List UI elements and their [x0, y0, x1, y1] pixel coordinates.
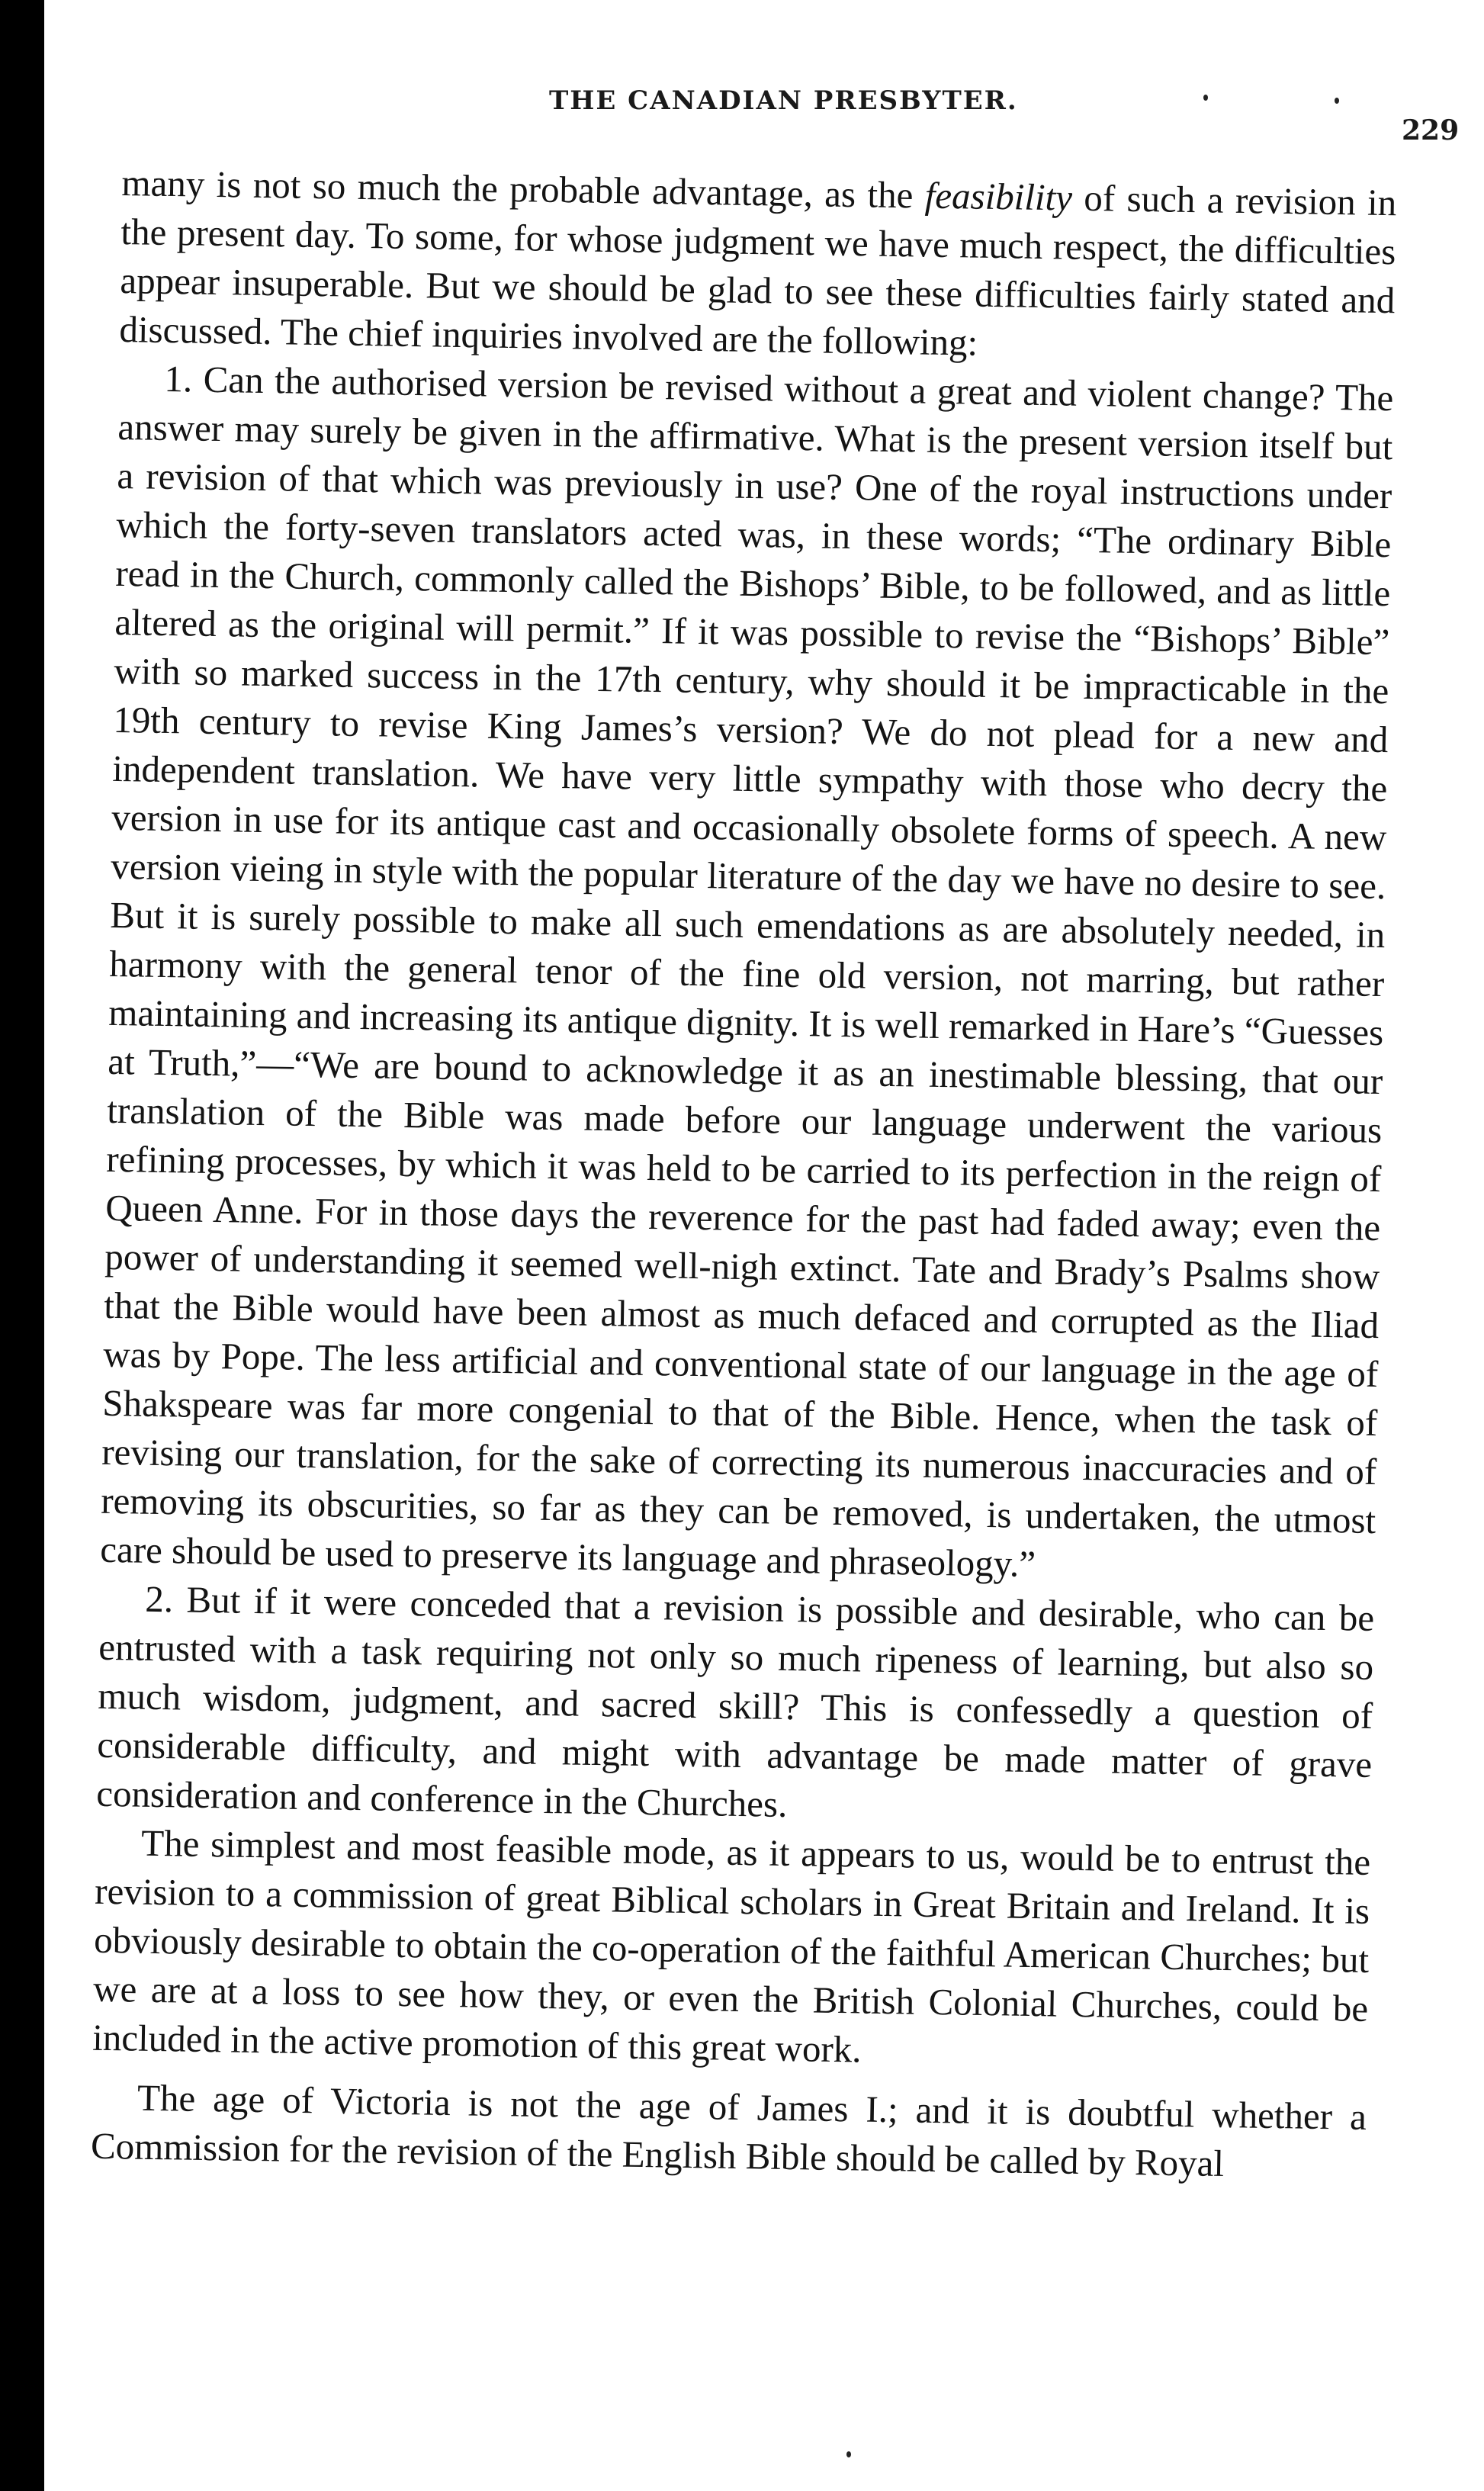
paragraph-text-tail: of such a revision in the present day. To some, for whose judgment we have much respect, the difficulties appear insuperable. But we should be glad to see these difficulties fairly stated and discussed. The chief inquiries involved are the following: [119, 176, 1397, 364]
paragraph-continuation [119, 159, 1397, 374]
paragraph-commission-mode: The simplest and most feasible mode, as it appears to us, would be to entrust the revision to a commission of great Biblical scholars in Great Britain and Ireland. It is obviously desirable to obtain the co-operation of the faithful American Churches; but we are at a loss to see how they, or even the British Colonial Churches, could be included in the active promotion of this great work. [92, 1821, 1371, 2071]
print-speck [1335, 98, 1339, 104]
paragraph-question-two: 2. But if it were conceded that a revision is possible and desirable, who can be entrusted with a task requiring not only so much ripeness of learning, but also so much wisdom, judgment, and sacred skill? This is confessedly a question of considerable difficulty, and might with advantage be made matter of grave consideration and conference in the Churches. [95, 1577, 1375, 1825]
paragraph-text-lead: many is not so much the probable advantage, as the [121, 161, 926, 217]
print-speck [1203, 95, 1208, 101]
binding-shadow [0, 0, 44, 2491]
article-body [91, 159, 1397, 2190]
emphasis-feasibility: feasibility [924, 174, 1073, 219]
paragraph-question-one: 1. Can the authorised version be revised without a great and violent change? The answer may surely be given in the affirmative. What is the present version itself but a revision of that which was previously in use? One of the royal instructions under which the forty-seven translators acted was, in these words; “The ordinary Bible read in the Church, commonly called the Bishops’ Bible, to be followed, and as little altered as the original will permit.” If it was possible to revise the “Bishops’ Bible” with so marked success in the 17th century, why should it be impracticable in the 19th century to revise King James’s version? We do not plead for a new and independent translation. We have very little sympathy with those who decry the version in use for its antique cast and occasionally obsolete forms of speech. A new version vieing in style with the popular literature of the day we have no desire to see. But it is surely possible to make all such emendations as are absolutely needed, in harmony with the general tenor of the fine old version, not marring, but rather maintaining and increasing its antique dignity. It is well remarked in Hare’s “Guesses at Truth,”—“We are bound to acknowledge it as an inestimable blessing, that our translation of the Bible was made before our language underwent the various refining processes, by which it was held to be carried to its perfection in the reign of Queen Anne. For in those days the reverence for the past had faded away; even the power of understanding it seemed well-nigh extinct. Tate and Brady’s Psalms show that the Bible would have been almost as much defaced and corrupted as the Iliad was by Pope. The less artificial and conventional state of our language in the age of Shakspeare was far more congenial to that of the Bible. Hence, when the task of revising our translation, for the sake of correcting its numerous inaccuracies and of removing its obscurities, so far as they can be removed, is undertaken, the utmost care should be used to preserve its language and phraseology.” [99, 357, 1394, 1586]
running-title: THE CANADIAN PRESBYTER. [549, 85, 1018, 116]
page-number: 229 [1402, 114, 1460, 146]
print-speck [846, 2451, 851, 2457]
paragraph-age-of-victoria: The age of Victoria is not the age of James I.; and it is doubtful whether a Commission for the revision of the English Bible should be called by Royal [90, 2076, 1367, 2185]
